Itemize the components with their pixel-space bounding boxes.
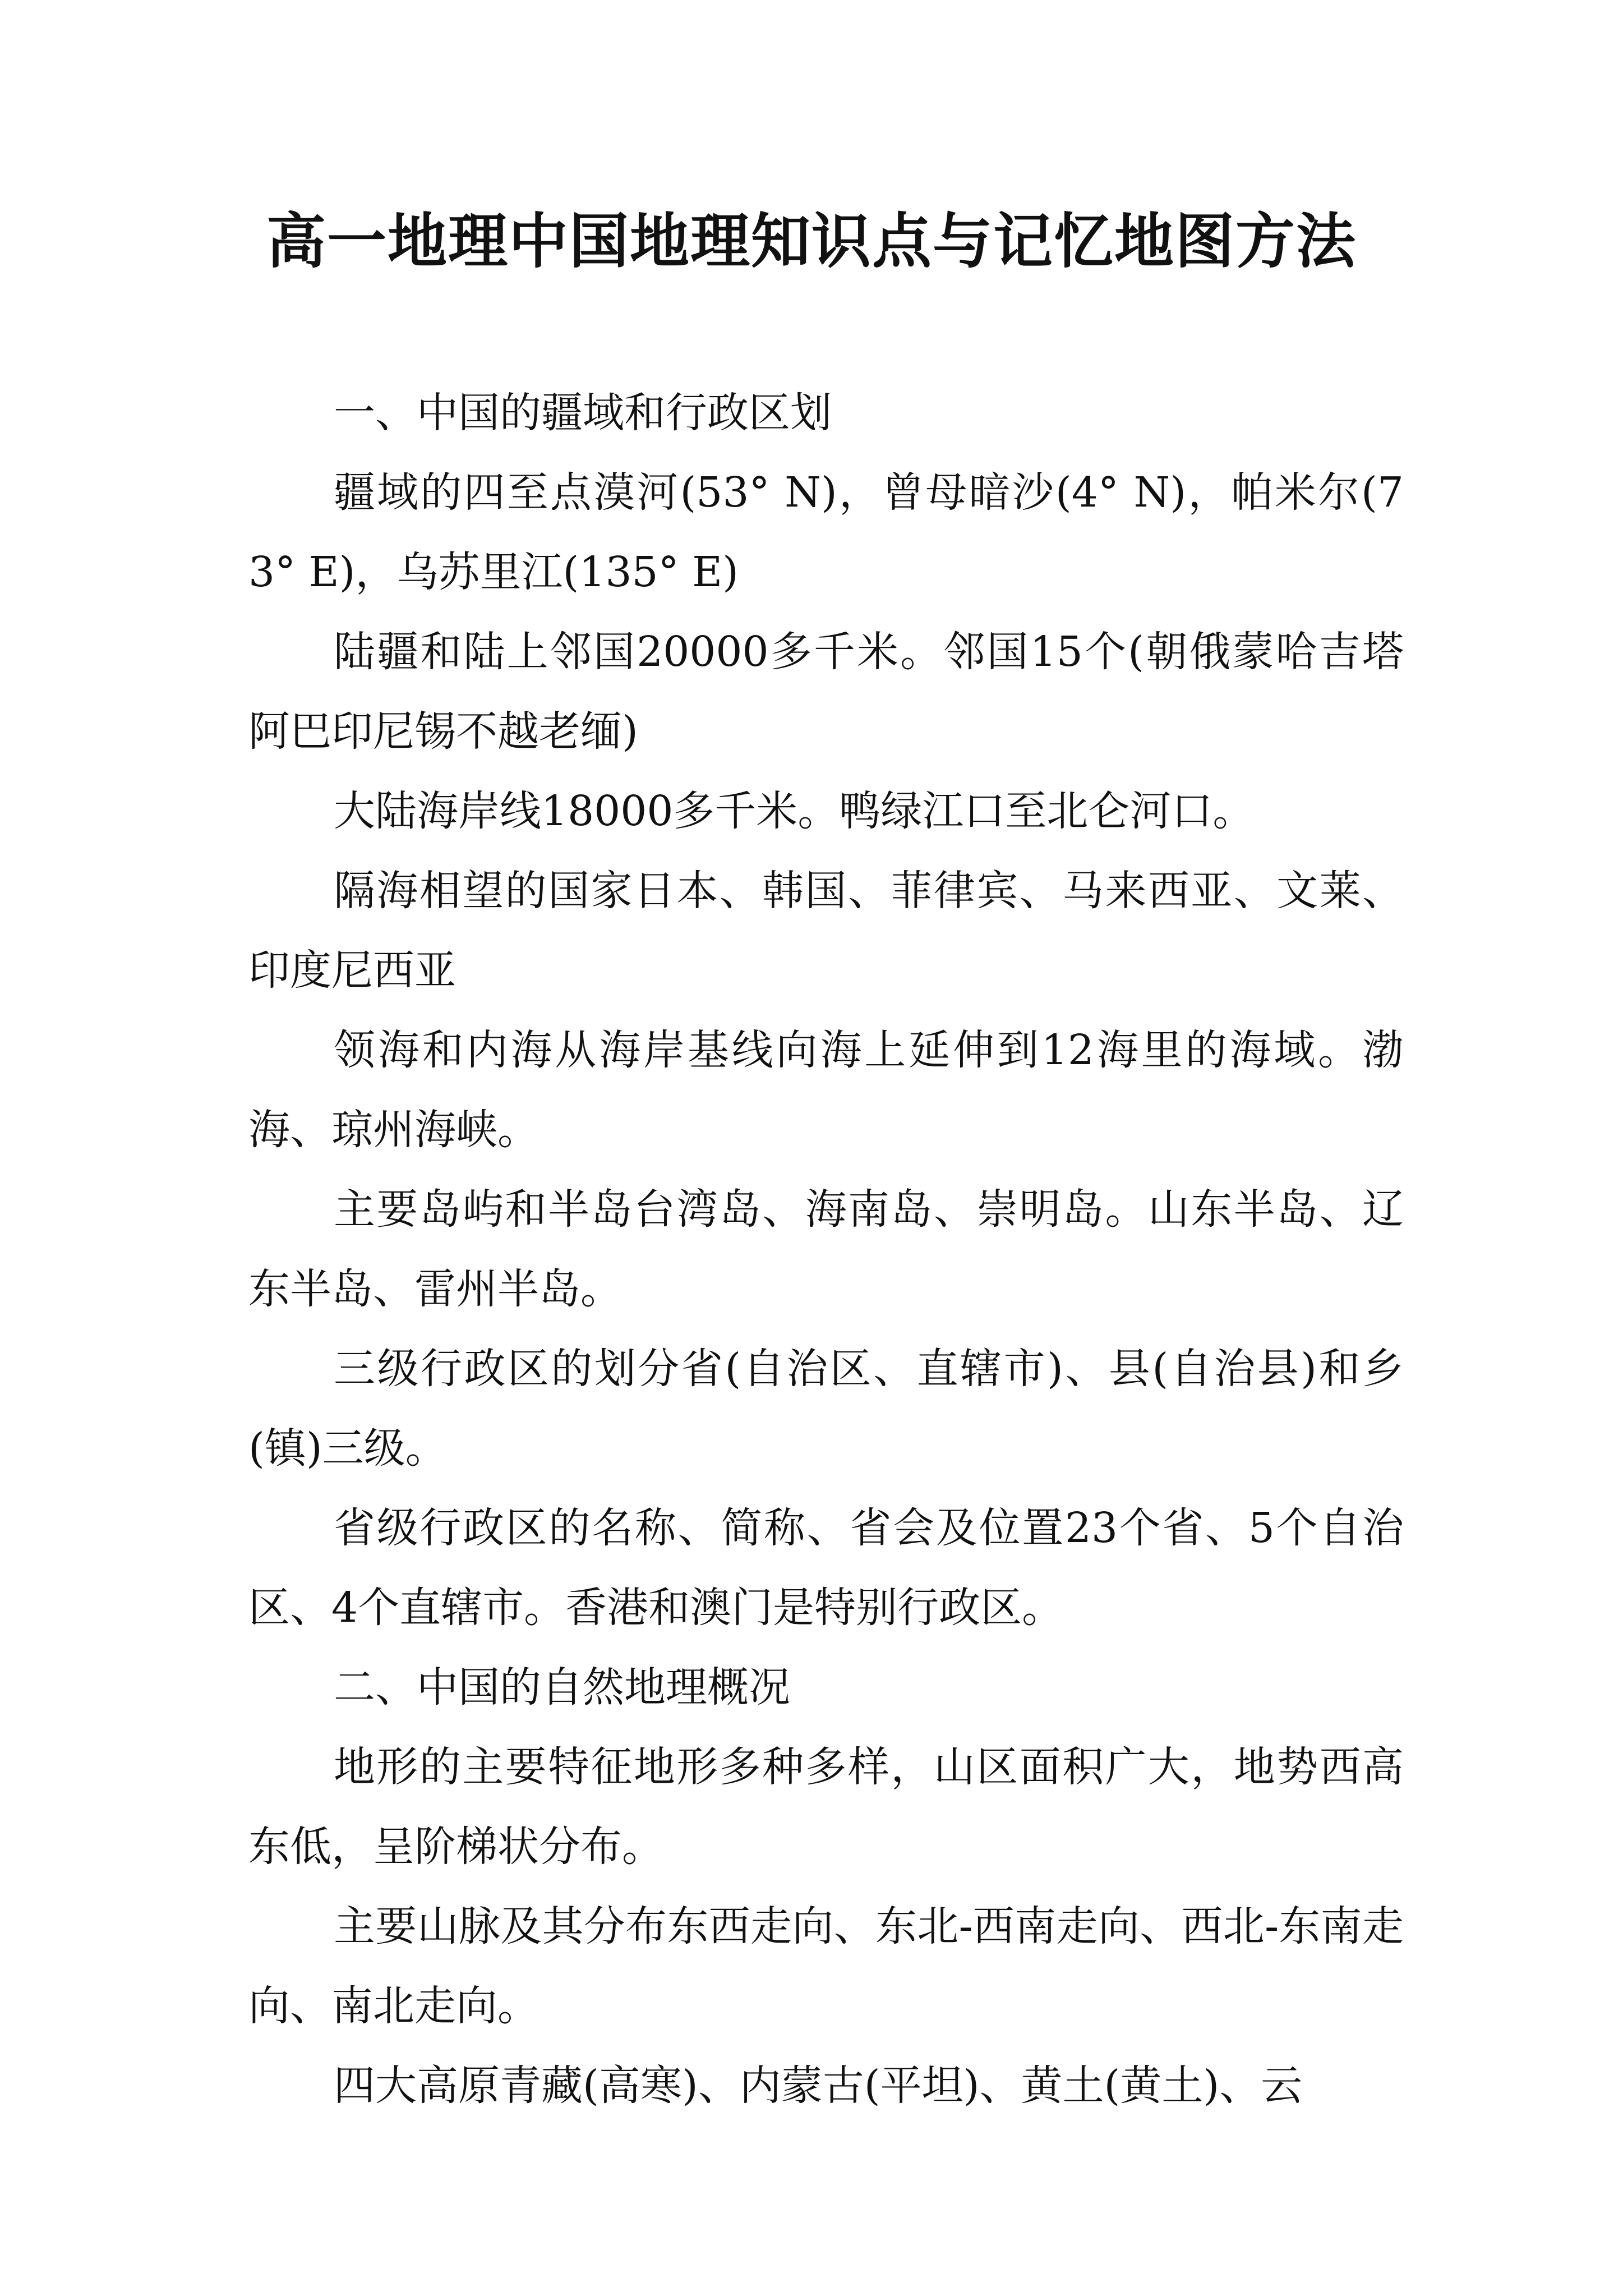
paragraph: 大陆海岸线18000多千米。鸭绿江口至北仑河口。: [334, 787, 1255, 835]
section-heading: 一、中国的疆域和行政区划: [334, 389, 832, 437]
document-body: [248, 373, 1404, 2125]
paragraph: 省级行政区的名称、简称、省会及位置23个省、5个自治区、4个直辖市。香港和澳门是特别行政区。: [248, 1504, 1404, 1632]
paragraph: 隔海相望的国家日本、韩国、菲律宾、马来西亚、文莱、印度尼西亚: [248, 867, 1404, 995]
paragraph: 四大高原青藏(高寒)、内蒙古(平坦)、黄土(黄土)、云: [334, 2062, 1303, 2110]
paragraph: 主要山脉及其分布东西走向、东北-西南走向、西北-东南走向、南北走向。: [248, 1902, 1404, 2030]
paragraph: 陆疆和陆上邻国20000多千米。邻国15个(朝俄蒙哈吉塔阿巴印尼锡不越老缅): [248, 628, 1404, 756]
paragraph: 疆域的四至点漠河(53° N)，曾母暗沙(4° N)，帕米尔(73° E)，乌苏里江(135° E): [248, 468, 1404, 596]
document-title: 高一地理中国地理知识点与记忆地图方法: [266, 206, 1357, 276]
paragraph: 领海和内海从海岸基线向海上延伸到12海里的海域。渤海、琼州海峡。: [248, 1026, 1404, 1154]
paragraph: 主要岛屿和半岛台湾岛、海南岛、崇明岛。山东半岛、辽东半岛、雷州半岛。: [248, 1185, 1404, 1313]
paragraph: 地形的主要特征地形多种多样，山区面积广大，地势西高东低，呈阶梯状分布。: [248, 1743, 1404, 1871]
section-heading: 二、中国的自然地理概况: [334, 1663, 790, 1711]
paragraph: 三级行政区的划分省(自治区、直辖市)、县(自治县)和乡(镇)三级。: [248, 1345, 1404, 1473]
